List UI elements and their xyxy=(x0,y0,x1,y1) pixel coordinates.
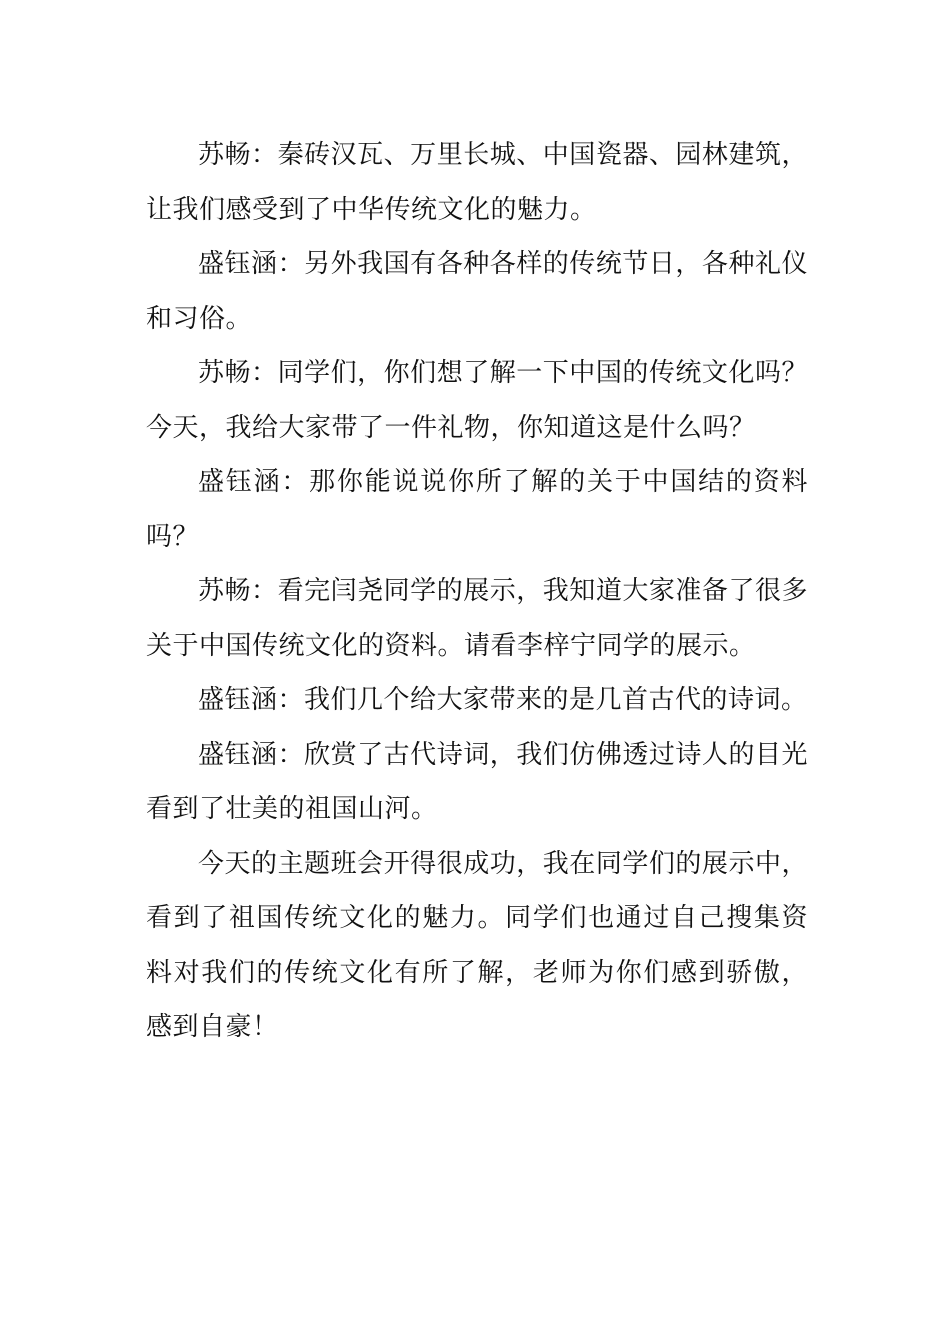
paragraph: 苏畅：看完闫尧同学的展示，我知道大家准备了很多关于中国传统文化的资料。请看李梓宁同学的展示。 xyxy=(146,576,808,661)
paragraph: 苏畅：秦砖汉瓦、万里长城、中国瓷器、园林建筑，让我们感受到了中华传统文化的魅力。 xyxy=(146,140,808,225)
paragraph: 苏畅：同学们，你们想了解一下中国的传统文化吗？今天，我给大家带了一件礼物，你知道这是什么吗？ xyxy=(146,358,808,443)
paragraph: 盛钰涵：欣赏了古代诗词，我们仿佛透过诗人的目光看到了壮美的祖国山河。 xyxy=(146,739,808,824)
document-body xyxy=(146,128,808,1055)
paragraph: 盛钰涵：另外我国有各种各样的传统节日，各种礼仪和习俗。 xyxy=(146,249,808,334)
paragraph: 盛钰涵：那你能说说你所了解的关于中国结的资料吗？ xyxy=(146,467,808,552)
paragraph: 今天的主题班会开得很成功，我在同学们的展示中，看到了祖国传统文化的魅力。同学们也通过自己搜集资料对我们的传统文化有所了解，老师为你们感到骄傲，感到自豪！ xyxy=(146,848,808,1042)
paragraph: 盛钰涵：我们几个给大家带来的是几首古代的诗词。 xyxy=(198,685,808,715)
